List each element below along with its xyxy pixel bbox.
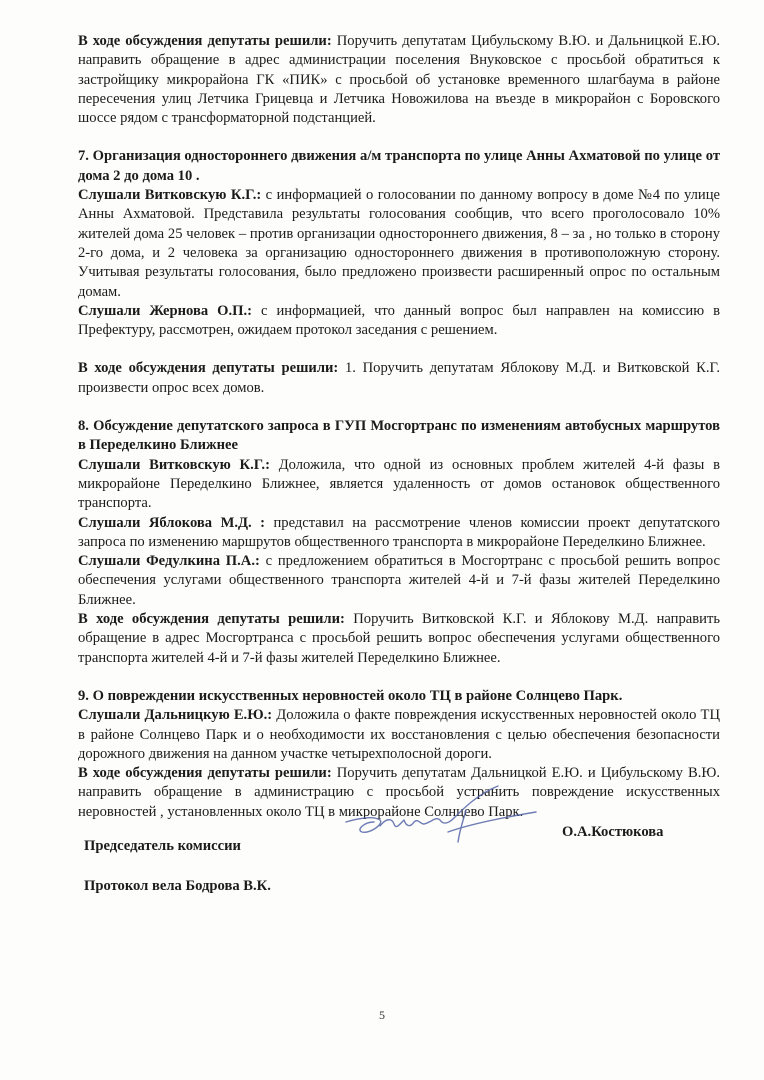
spacer bbox=[78, 340, 720, 359]
speaker-text: с предложением обратиться в Мосгортранс с просьбой решить вопрос обеспечения услугами общественного транспорта жителей 4-й и 7-й фазы жителей Переделкино Ближнее. bbox=[78, 553, 720, 608]
decision-text: 1. Поручить депутатам Яблокову М.Д. и Витковской К.Г. произвести опрос всех домов. bbox=[78, 360, 720, 396]
decision-text: Поручить Витковской К.Г. и Яблокову М.Д. направить обращение в адрес Мосгортранса с просьбой решить вопрос обеспечения услугами общественного транспорта жителей 4-й и 7-й фазы жителей Переделкино Ближнее. bbox=[78, 611, 720, 666]
speaker-lead: Слушали Жернова О.П.: bbox=[78, 302, 253, 319]
section-8-para-3 bbox=[78, 552, 720, 610]
speaker-lead: Слушали Витковскую К.Г.: bbox=[78, 187, 262, 204]
section-7-decision bbox=[78, 359, 720, 398]
decision-lead: В ходе обсуждения депутаты решили: bbox=[78, 33, 332, 49]
protocol-author: Протокол вела Бодрова В.К. bbox=[84, 878, 271, 894]
chair-label: Председатель комиссии bbox=[84, 838, 241, 854]
speaker-text: Доложила о факте повреждения искусственных неровностей около ТЦ в районе Солнцево Парк и о необходимости их восстановления с целью обеспечения безопасности дорожного движения на данном участке четырехполосной дороги. bbox=[78, 707, 720, 762]
section-7-para-2 bbox=[78, 302, 720, 341]
chair-name: О.А.Костюкова bbox=[562, 824, 664, 840]
decision-text: Поручить депутатам Дальницкой Е.Ю. и Цибульскому В.Ю. направить обращение в администрацию с просьбой устранить повреждение искусственных неровностей , установленных около ТЦ в микрорайоне Солнцево Парк. bbox=[78, 765, 720, 820]
section-9-heading: 9. О повреждении искусственных неровностей около ТЦ в районе Солнцево Парк. bbox=[78, 687, 623, 704]
spacer bbox=[78, 128, 720, 147]
section-6-decision bbox=[78, 32, 720, 128]
section-8-heading: 8. Обсуждение депутатского запроса в ГУП Мосгортранс по изменениям автобусных маршрутов в Переделкино Ближнее bbox=[78, 418, 720, 454]
section-7-para-1 bbox=[78, 186, 720, 302]
speaker-lead: Слушали Дальницкую Е.Ю.: bbox=[78, 707, 273, 724]
speaker-lead: Слушали Федулкина П.А.: bbox=[78, 553, 260, 570]
section-8-decision bbox=[78, 610, 720, 668]
decision-text: Поручить депутатам Цибульскому В.Ю. и Дальницкой Е.Ю. направить обращение в адрес администрации поселения Внуковское с просьбой обратиться к застройщику микрорайона ГК «ПИК» с просьбой об установке временного шлагбаума в районе пересечения улиц Летчика Грицевца и Летчика Новожилова на въезде в микрорайон с Боровского шоссе рядом с трансформаторной подстанцией. bbox=[78, 33, 720, 127]
page-number: 5 bbox=[379, 1008, 385, 1022]
handwritten-signature bbox=[340, 782, 540, 854]
speaker-text: Доложила, что одной из основных проблем жителей 4-й фазы в микрорайоне Переделкино Ближнее, является удаленность от домов остановок общественного транспорта. bbox=[78, 456, 720, 512]
spacer bbox=[78, 398, 720, 417]
decision-lead: В ходе обсуждения депутаты решили: bbox=[78, 360, 339, 377]
speaker-lead: Слушали Яблокова М.Д. : bbox=[78, 514, 265, 531]
decision-lead: В ходе обсуждения депутаты решили: bbox=[78, 611, 345, 628]
speaker-text: с информацией, что данный вопрос был направлен на комиссию в Префектуру, рассмотрен, ожидаем протокол заседания с решением. bbox=[78, 302, 721, 339]
speaker-lead: Слушали Витковскую К.Г.: bbox=[78, 456, 270, 473]
document-body bbox=[78, 32, 720, 822]
section-9-para-1 bbox=[78, 706, 720, 764]
section-8-para-2 bbox=[78, 514, 720, 553]
speaker-text: представил на рассмотрение членов комиссии проект депутатского запроса по изменению маршрутов общественного транспорта в микрорайоне Переделкино Ближнее. bbox=[78, 514, 720, 550]
section-8-para-1 bbox=[78, 456, 720, 514]
section-7-heading: 7. Организация одностороннего движения а/м транспорта по улице Анны Ахматовой по улице от дома 2 до дома 10 . bbox=[78, 148, 720, 184]
spacer bbox=[78, 668, 720, 687]
decision-lead: В ходе обсуждения депутаты решили: bbox=[78, 765, 332, 782]
speaker-text: с информацией о голосовании по данному вопросу в доме №4 по улице Анны Ахматовой. Представила результаты голосования сообщив, что всего проголосовало 10% жителей дома 25 человек – против организации одностороннего движения, 8 – за , но только в сторону 2-го дома, и 2 человека за организацию одностороннего движения в противоположную сторону. Учитывая результаты голосования, было предложено произвести расширенный опрос по остальным домам. bbox=[78, 187, 720, 300]
